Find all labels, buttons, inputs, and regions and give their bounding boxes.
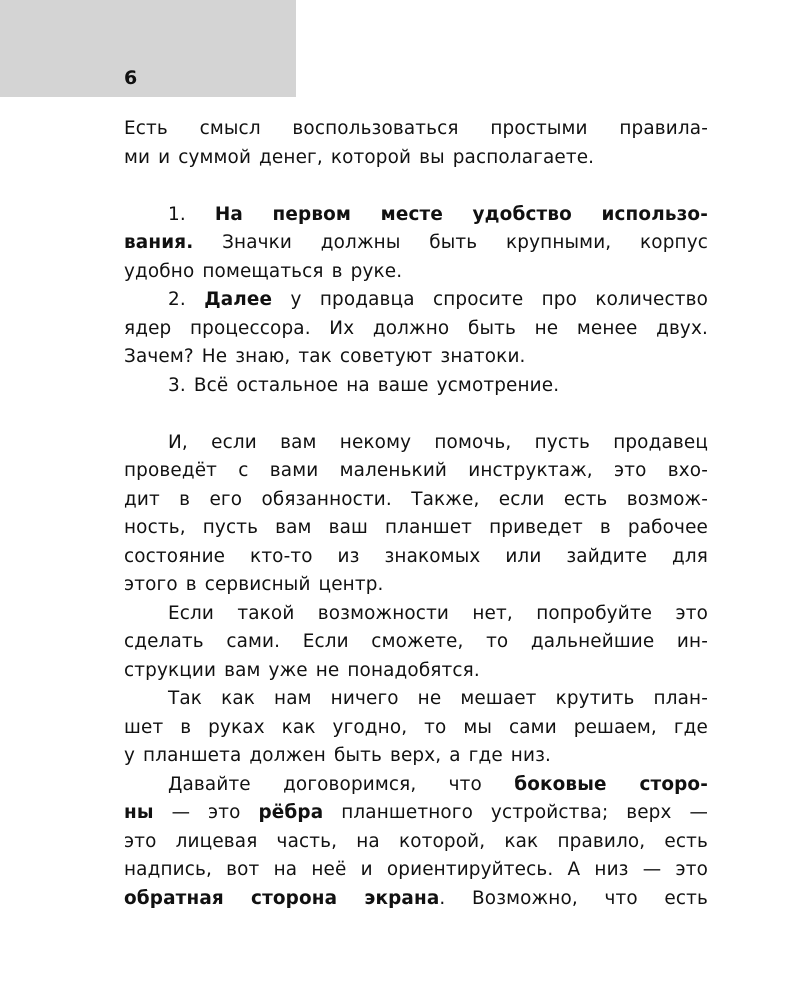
- text-line: состояние кто-то из знакомых или зайдите для: [124, 545, 708, 567]
- text-line: струкции вам уже не понадобятся.: [124, 659, 480, 681]
- paragraph-start: И, если вам некому помочь, пусть продавец: [168, 431, 708, 453]
- text-line: обратная сторона экрана. Возможно, что есть: [124, 887, 709, 909]
- text-line: этого в сервисный центр.: [124, 574, 384, 595]
- page-number: 6: [124, 67, 138, 89]
- text-line: шет в руках как угодно, то мы сами решаем, где: [124, 716, 708, 738]
- text-line: удобно помещаться в руке.: [124, 260, 403, 282]
- emphasis: рёбра: [258, 802, 324, 823]
- paragraph-start: Так как нам ничего не мешает крутить план-: [168, 688, 708, 709]
- text-line: ность, пусть вам ваш планшет приведет в рабочее: [124, 517, 708, 538]
- emphasis: Далее: [204, 289, 273, 310]
- text-line: ны — это рёбра планшетного устройства; верх —: [124, 802, 708, 823]
- paragraph-start: Давайте договоримся, что боковые сторо-: [168, 773, 708, 795]
- text-line: у планшета должен быть верх, а где низ.: [124, 745, 552, 766]
- text-line: Зачем? Не знаю, так советуют знатоки.: [124, 346, 526, 367]
- list-item-1: 1. На первом месте удобство использо-: [168, 203, 709, 225]
- emphasis: обратная сторона экрана: [124, 887, 440, 909]
- text-line: дит в его обязанности. Также, если есть возмож-: [124, 488, 708, 510]
- text-line: Есть смысл воспользоваться простыми правила-: [124, 118, 708, 139]
- paragraph-start: Если такой возможности нет, попробуйте это: [168, 602, 708, 624]
- emphasis: ны: [124, 802, 154, 823]
- text-line: ми и суммой денег, которой вы располагаете.: [124, 146, 595, 168]
- blank-line: [124, 172, 708, 201]
- text-line: вания. Значки должны быть крупными, корпус: [124, 232, 708, 253]
- emphasis: На первом месте удобство использо-: [214, 203, 709, 225]
- page-number-tab: [0, 0, 296, 97]
- text-line: ядер процессора. Их должно быть не менее двух.: [124, 317, 708, 339]
- body-text: [124, 115, 708, 913]
- blank-line: [124, 400, 708, 429]
- text-line: надпись, вот на неё и ориентируйтесь. А низ — это: [124, 859, 708, 880]
- list-item-3: 3. Всё остальное на ваше усмотрение.: [168, 374, 560, 396]
- text-line: проведёт с вами маленький инструктаж, это вхо-: [124, 460, 708, 481]
- emphasis: вания.: [124, 232, 194, 253]
- emphasis: боковые сторо-: [514, 773, 708, 795]
- list-item-2: 2. Далее у продавца спросите про количество: [168, 289, 709, 310]
- text-line: это лицевая часть, на которой, как правило, есть: [124, 830, 708, 852]
- text-line: сделать сами. Если сможете, то дальнейшие ин-: [124, 631, 708, 652]
